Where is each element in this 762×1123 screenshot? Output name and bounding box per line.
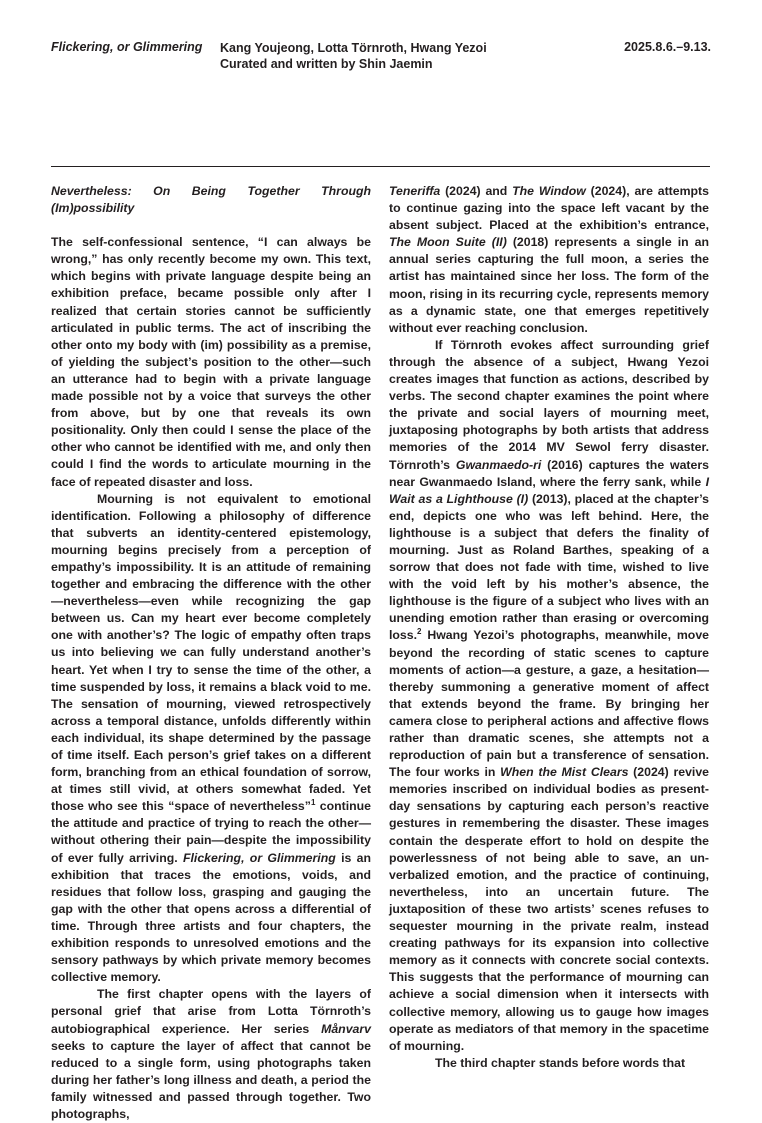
paragraph-3-continued: Teneriffa (2024) and The Window (2024), are attempts to continue gazing into the space left vacant by the absent subject. Placed at the exhibition’s entrance, The Moon Suite (II) (2018) represents a single in an annual series capturing the full moon, a series the artist has maintained since her loss. The form of the moon, rising in its recurring cycle, represents memory as a dynamic state, one that emerges repetitively without ever reaching conclusion. — [389, 184, 709, 335]
essay-subtitle: Nevertheless: On Being Together Through (Im)possibility — [51, 184, 371, 216]
paragraph-2: Mourning is not equivalent to emotional identification. Following a philosophy of difference that subverts an identity-centered epistemology, mourning begins precisely from a perception of empathy’s impossibility. It is an attitude of remaining together and embracing the difference with the other—nevertheless—even while recognizing the gap between us. Can my heart ever become completely one with another’s? The logic of empathy often traps us into believing we can fully understand another’s heart. Yet when I try to sense the time of the other, a time suspended by loss, it remains a black void to me. The sensation of mourning, viewed retrospectively across a temporal distance, unfolds differently within each individual, its shape determined by the passage of time itself. Each person’s grief takes on a different form, branching from an ethical foundation of sorrow, at times still vivid, at others somewhat faded. Yet those who see this “space of nevertheless”$^1$ continue the attitude and practice of trying to reach the other—without othering their pain—despite the impossibility of ever fully arriving. Flickering, or Glimmering is an exhibition that traces the emotions, voids, and residues that follow loss, grasping and gauging the gap with the other that opens across a differential of time. Through three artists and four chapters, the exhibition responds to unresolved emotions and the sensory pathways by which private memory becomes collective memory. — [51, 491, 371, 985]
paragraph-3: The first chapter opens with the layers of personal grief that arise from Lotta Törnroth’s autobiographical experience. Her series Månvarv seeks to capture the layer of affect that cannot be reduced to a single form, using photographs taken during her father’s long illness and death, a period the family witnessed and passed through together. Two photographs, — [51, 987, 371, 1121]
page-header — [51, 40, 711, 76]
text-column-right — [389, 183, 709, 1072]
paragraph-5-start: The third chapter stands before words that — [435, 1055, 686, 1070]
paragraph-4: If Törnroth evokes affect surrounding grief through the absence of a subject, Hwang Yezoi creates images that function as actions, described by verbs. The second chapter examines the point where the private and social layers of mourning meet, juxtaposing photographs by both artists that address memories of the 2014 MV Sewol ferry disaster. Törnroth’s Gwanmaedo-ri (2016) captures the waters near Gwanmaedo Island, where the ferry sank, while I Wait as a Lighthouse (I) (2013), placed at the chapter’s end, depicts one who was left behind. Here, the lighthouse is a subject that defers the finality of mourning. Just as Roland Barthes, speaking of a sorrow that does not fade with time, wished to live with the void left by his mother’s absence, the lighthouse is the figure of a subject who lives with an unending emotion rather than erasing or overcoming loss.$^2$ Hwang Yezoi’s photographs, meanwhile, move beyond the recording of static scenes to capture moments of action—a gesture, a gaze, a hesitation—thereby summoning a generative moment of affect that extends beyond the frame. By bringing her camera close to peripheral actions and affective flows rather than dramatic scenes, she attempts not a reproduction of pain but a transference of sensation. The four works in When the Mist Clears (2024) revive memories inscribed on individual bodies as present-day sensations by capturing each person’s reactive gestures in remembering the disaster. These images contain the desperate effort to hold on despite the powerlessness of not being able to save, an un-verbalized emotion, and the practice of continuing, nevertheless, into an uncertain future. The juxtaposition of these two artists’ scenes refuses to sequester mourning in the private realm, instead creating pathways for its expansion into collective memory as it connects with concrete social contexts. This suggests that the performance of mourning can achieve a social dimension when it intersects with collective memory, allowing us to gauge how images operate as mediators of that memory in the spacetime of mourning. — [389, 337, 710, 1053]
exhibition-dates: 2025.8.6.–9.13. — [624, 40, 711, 54]
credits — [220, 40, 487, 72]
footnote-ref-1[interactable]: 1 — [310, 798, 316, 808]
exhibition-title: Flickering, or Glimmering — [51, 40, 203, 54]
paragraph-1: The self-confessional sentence, “I can always be wrong,” has only recently become my own. This text, which begins with private language despite being an exhibition preface, became possible only after I realized that certain stories cannot be sufficiently articulated in public terms. The act of inscribing the other onto my body with (im) possibility as a premise, of yielding the subject’s position to the other—such an utterance had to begin with a private language made possible not by a voice that surveys the other from above, but by one that reveals its own positionality. Only then could I sense the place of the other who cannot be identified with me, and only then could I find the words to articulate mourning in the face of repeated disaster and loss. — [51, 235, 371, 489]
artist-names: Kang Youjeong, Lotta Törnroth, Hwang Yezoi — [220, 41, 487, 55]
footnote-ref-2[interactable]: 2 — [417, 627, 422, 637]
text-column-left — [51, 183, 371, 1123]
header-divider — [51, 166, 710, 167]
curator-credit: Curated and written by Shin Jaemin — [220, 57, 433, 71]
